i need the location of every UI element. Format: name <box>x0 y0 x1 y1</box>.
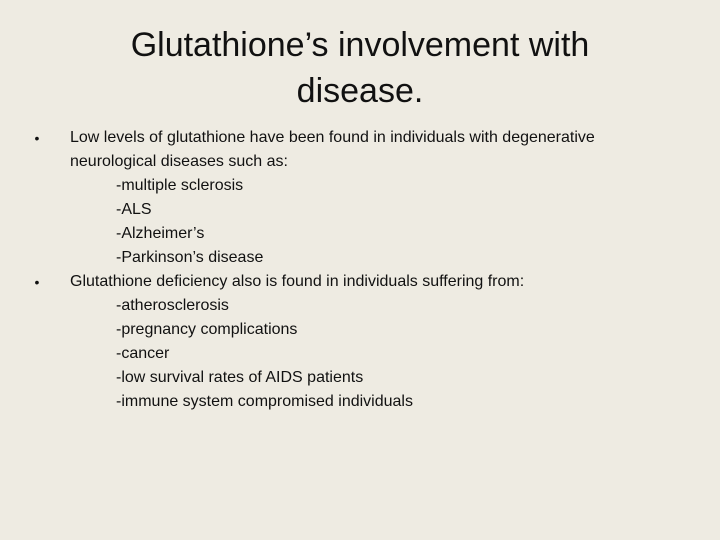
slide-title <box>60 22 660 114</box>
bullet-text-line: neurological diseases such as: <box>70 153 288 170</box>
bullet-text <box>70 270 700 294</box>
list-item: -Parkinson’s disease <box>116 249 264 266</box>
slide-title-line-1: Glutathione’s involvement with <box>130 26 590 64</box>
bullet-text-line: Low levels of glutathione have been found in individuals with degenerative <box>70 129 595 146</box>
list-item: -low survival rates of AIDS patients <box>116 369 364 386</box>
bullet-degenerative-diseases <box>30 126 700 270</box>
bullet-icon: • <box>34 274 40 290</box>
bullet-text <box>70 126 700 174</box>
bullet-text-line: Glutathione deficiency also is found in individuals suffering from: <box>70 273 525 290</box>
slide-content <box>30 126 700 414</box>
bullet-deficiency <box>30 270 700 414</box>
list-item: -Alzheimer’s <box>116 225 205 242</box>
bullet-icon: • <box>34 130 40 146</box>
list-item: -ALS <box>116 201 152 218</box>
list-item: -cancer <box>116 345 170 362</box>
slide-title-line-2: disease. <box>296 72 424 110</box>
list-item: -atherosclerosis <box>116 297 229 314</box>
list-item: -pregnancy complications <box>116 321 298 338</box>
list-item: -multiple sclerosis <box>116 177 244 194</box>
list-item: -immune system compromised individuals <box>116 393 413 410</box>
